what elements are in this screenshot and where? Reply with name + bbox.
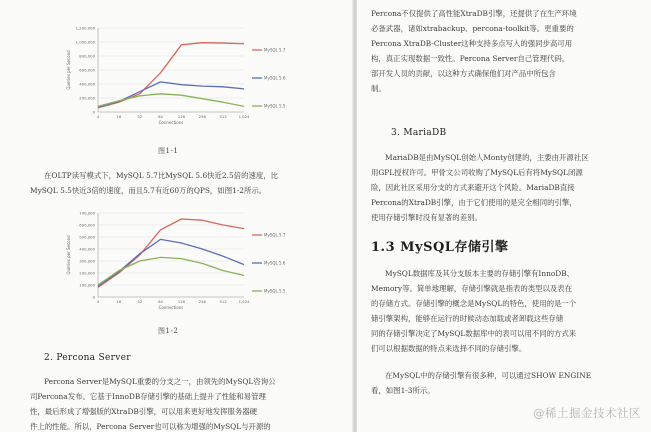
text-line: 件上的性能。所以，Percona Server也可以称为增强的MySQL与开源的 bbox=[30, 422, 271, 431]
legend-label: MySQL 5.6 bbox=[264, 75, 286, 81]
x-tick-label: 512 bbox=[219, 299, 227, 304]
y-axis-label: Queries per Second bbox=[66, 235, 71, 275]
text-line: Percona的XtraDB引擎，由于它们使用的是完全相同的引擎， bbox=[371, 198, 577, 207]
right-page bbox=[357, 0, 651, 432]
y-tick-label: 700,000 bbox=[79, 210, 95, 216]
text-line: 必备武器，诸如xtrabackup、percona-toolkit等。更重要的 bbox=[371, 24, 574, 33]
x-tick-label: 1,024 bbox=[238, 299, 250, 304]
text-line: Memory等。简单地理解，存储引擎就是指表的类型以及表在 bbox=[371, 284, 573, 293]
text-line: MariaDB是由MySQL创始人Monty创建的，主要由开源社区 bbox=[385, 153, 589, 162]
y-tick-label: 400,000 bbox=[79, 81, 95, 87]
y-tick-label: 1,000,000 bbox=[75, 39, 95, 45]
text-line: 看，如图1-3所示。 bbox=[371, 386, 435, 395]
text-line: Percona不仅提供了高性能XtraDB引擎，还提供了在生产环境 bbox=[371, 9, 577, 18]
paragraph-percona bbox=[30, 374, 352, 432]
text-line: 司Percona发布。它基于InnoDB存储引擎的基础上提升了性能和易管理 bbox=[30, 392, 266, 401]
section-heading-storage-engine: 1.3 MySQL存储引擎 bbox=[371, 240, 509, 255]
paragraph-percona-continued bbox=[371, 6, 651, 96]
x-axis-label: Connections bbox=[158, 305, 184, 310]
x-tick-label: 32 bbox=[137, 114, 143, 119]
x-tick-label: 32 bbox=[137, 299, 143, 304]
x-tick-label: 64 bbox=[158, 299, 163, 304]
y-tick-label: 100,000 bbox=[79, 282, 95, 288]
y-tick-label: 400,000 bbox=[79, 246, 95, 252]
series-line bbox=[98, 239, 244, 286]
watermark: @稀土掘金技术社区 bbox=[533, 406, 641, 420]
text-line: 的存储方式。存储引擎的概念是MySQL的特色，使用的是一个 bbox=[371, 299, 577, 308]
figure-caption-1: 图1-1 bbox=[158, 147, 179, 155]
section-heading-percona: 2. Percona Server bbox=[44, 353, 131, 363]
figure-caption-2: 图1-2 bbox=[158, 327, 179, 335]
x-tick-label: 256 bbox=[198, 114, 206, 119]
legend-label: MySQL 5.5 bbox=[264, 288, 286, 294]
y-tick-label: 500,000 bbox=[79, 234, 95, 240]
section-heading-mariadb: 3. MariaDB bbox=[391, 128, 447, 138]
paragraph-mariadb bbox=[371, 150, 651, 225]
text-line: Percona XtraDB-Cluster这种支持多点写入的强同步高可用 bbox=[371, 39, 573, 48]
text-line: 性，最后形成了增强版的XtraDB引擎，可以用来更好地发挥服务器硬 bbox=[30, 407, 258, 416]
series-line bbox=[98, 219, 244, 287]
x-tick-label: 16 bbox=[116, 114, 122, 119]
legend-label: MySQL 5.6 bbox=[264, 260, 286, 266]
text-line: 制。 bbox=[371, 84, 386, 93]
y-tick-label: 600,000 bbox=[79, 67, 95, 73]
qps-chart-1 bbox=[62, 20, 312, 130]
y-tick-label: 200,000 bbox=[79, 95, 95, 101]
text-line: 部开发人员的贡献，以这种方式确保他们对产品中所包含 bbox=[371, 69, 556, 78]
x-tick-label: 256 bbox=[198, 299, 206, 304]
text-line: 们可以根据数据的特点来选择不同的存储引擎。 bbox=[371, 344, 527, 353]
x-tick-label: 16 bbox=[116, 299, 122, 304]
text-line: 储引擎架构，能够在运行的时候动态加载或者卸载这些存储 bbox=[371, 314, 564, 323]
y-tick-label: 1,200,000 bbox=[75, 25, 95, 31]
x-tick-label: 4 bbox=[96, 299, 100, 304]
series-line bbox=[98, 94, 244, 107]
y-tick-label: 0 bbox=[92, 109, 95, 115]
y-tick-label: 300,000 bbox=[79, 258, 95, 264]
qps-chart-2 bbox=[62, 205, 312, 315]
paragraph-show-engines bbox=[371, 368, 651, 398]
x-tick-label: 64 bbox=[158, 114, 163, 119]
x-tick-label: 128 bbox=[177, 114, 186, 119]
y-tick-label: 800,000 bbox=[79, 53, 95, 59]
legend-label: MySQL 5.7 bbox=[264, 47, 286, 53]
text-line: 同的存储引擎决定了MySQL数据库中的表可以用不同的方式来 bbox=[371, 329, 577, 338]
qps-chart-1-svg bbox=[62, 20, 312, 130]
text-line: Percona Server是MySQL重要的分支之一，由领先的MySQL咨询公 bbox=[44, 377, 276, 386]
qps-chart-2-svg bbox=[62, 205, 312, 315]
y-axis-label: Queries per Second bbox=[66, 50, 71, 90]
legend-label: MySQL 5.7 bbox=[264, 232, 286, 238]
text-line: 使用存储引擎时没有显著的差别。 bbox=[371, 213, 482, 222]
x-tick-label: 128 bbox=[177, 299, 186, 304]
text-line: MySQL数据库及其分支版本主要的存储引擎有InnoDB、 bbox=[385, 269, 575, 278]
y-tick-label: 600,000 bbox=[79, 222, 95, 228]
text-line: MySQL 5.5快近3倍的速度，而且5.7有近60万的QPS，如图1-2所示。 bbox=[30, 186, 267, 195]
x-tick-label: 1,024 bbox=[238, 114, 250, 119]
y-tick-label: 200,000 bbox=[79, 270, 95, 276]
text-line: 用GPL授权许可。甲骨文公司收购了MySQL后有将MySQL闭源 bbox=[371, 168, 583, 177]
legend-label: MySQL 5.5 bbox=[264, 103, 286, 109]
text-line: 险，因此社区采用分支的方式来避开这个风险。MariaDB直接 bbox=[371, 183, 575, 192]
text-line: 构，真正实现数据一致性。Percona Server自己管理代码， bbox=[371, 54, 570, 63]
paragraph-storage-engine bbox=[371, 266, 651, 356]
x-axis-label: Connections bbox=[158, 120, 184, 125]
x-tick-label: 512 bbox=[219, 114, 227, 119]
x-tick-label: 4 bbox=[96, 114, 100, 119]
text-line: 在OLTP读写模式下，MySQL 5.7比MySQL 5.6快近2.5倍的速度，比 bbox=[44, 171, 279, 180]
y-tick-label: 0 bbox=[92, 294, 95, 300]
text-line: 在MySQL中的存储引擎有很多种，可以通过SHOW ENGINE bbox=[385, 371, 592, 380]
paragraph-oltp bbox=[30, 168, 348, 198]
